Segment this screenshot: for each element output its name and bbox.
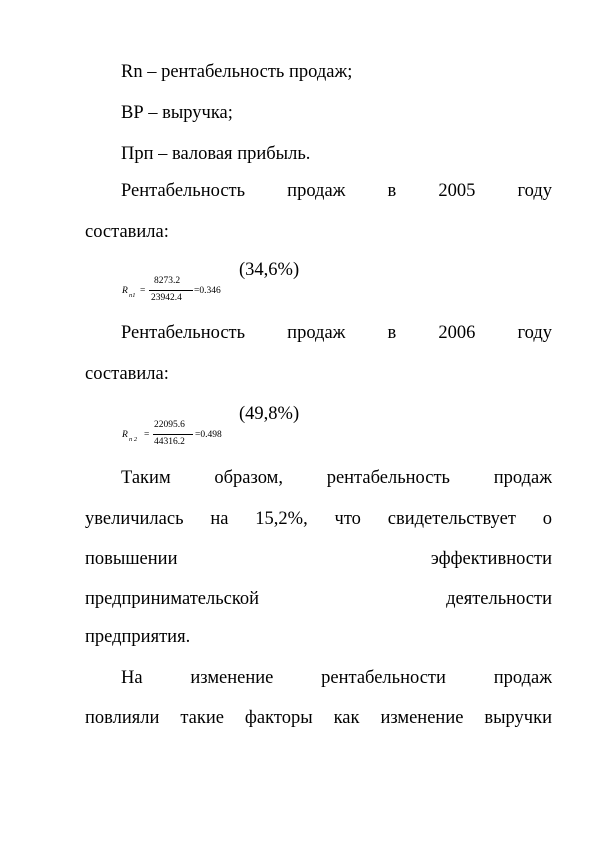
formula-numerator: 8273.2 <box>154 276 181 286</box>
conclusion-line5: предприятия. <box>85 627 191 647</box>
conclusion-line1: Таким образом, рентабельность продаж <box>121 468 552 488</box>
formula-result: =0.346 <box>194 286 221 296</box>
paragraph-2005-line2: составила: <box>85 222 169 242</box>
factors-line1: На изменение рентабельности продаж <box>121 668 552 688</box>
formula-numerator: 22095.6 <box>154 420 185 430</box>
formula-2006 <box>122 417 242 447</box>
fraction-bar <box>149 290 193 291</box>
percent-2005: (34,6%) <box>239 260 300 280</box>
formula-subscript: п 2 <box>129 436 138 443</box>
formula-symbol: R <box>122 430 128 440</box>
conclusion-line4: предпринимательской деятельности <box>85 589 552 609</box>
conclusion-line2: увеличилась на 15,2%, что свидетельствует о <box>85 509 552 529</box>
definition-rn: Rn – рентабельность продаж; <box>121 62 353 82</box>
paragraph-2006-line2: составила: <box>85 364 169 384</box>
conclusion-line3: повышении эффективности <box>85 549 552 569</box>
formula-denominator: 44316.2 <box>154 437 185 447</box>
formula-symbol: R <box>122 286 128 296</box>
definition-prp: Прп – валовая прибыль. <box>121 144 311 164</box>
formula-result: =0.498 <box>195 430 222 440</box>
formula-subscript: п1 <box>129 292 136 299</box>
formula-equals: = <box>144 430 150 440</box>
formula-denominator: 23942.4 <box>151 293 182 303</box>
factors-line2: повлияли такие факторы как изменение выручки <box>85 708 552 728</box>
fraction-bar <box>153 434 193 435</box>
percent-2006: (49,8%) <box>239 404 300 424</box>
formula-equals: = <box>140 286 146 296</box>
paragraph-2005-line1: Рентабельность продаж в 2005 году <box>121 181 552 201</box>
paragraph-2006-line1: Рентабельность продаж в 2006 году <box>121 323 552 343</box>
formula-2005 <box>122 273 242 303</box>
definition-vr: ВР – выручка; <box>121 103 233 123</box>
